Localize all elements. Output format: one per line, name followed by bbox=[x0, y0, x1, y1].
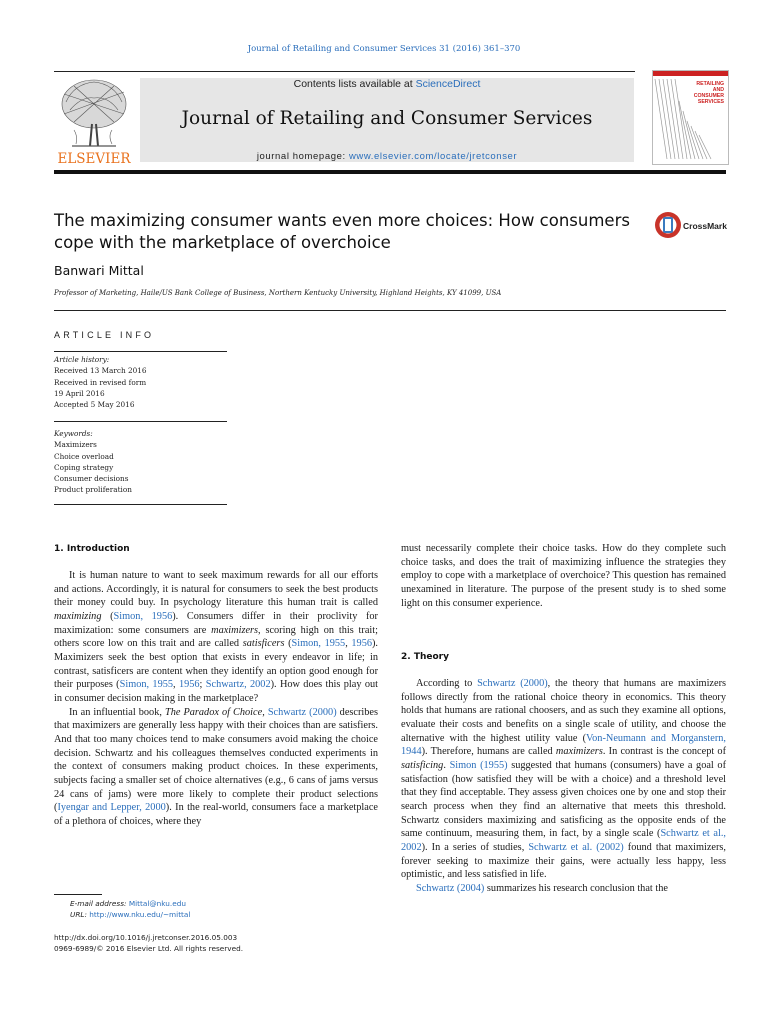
paragraph bbox=[401, 677, 726, 882]
citation-link[interactable]: Von-Neumann and Morganstern, 1944 bbox=[401, 732, 726, 758]
citation-link[interactable]: 1956 bbox=[178, 679, 200, 691]
text: ). In the real-world, consumers face a marketplace of a plethora of choices, where they bbox=[54, 802, 378, 827]
cover-title-line: CONSUMER bbox=[693, 93, 724, 99]
term: satisficers bbox=[242, 638, 285, 650]
homepage-prefix: journal homepage: bbox=[256, 151, 349, 162]
journal-cover-thumbnail[interactable] bbox=[652, 70, 729, 165]
text: It is human nature to want to seek maximum rewards for all our efforts and actions. Accordingly, it is natural for consumers to seek the best products their money could buy. In psychology literature this human trait is called bbox=[54, 570, 378, 609]
header-thick-rule bbox=[54, 170, 726, 174]
article-title-line: cope with the marketplace of overchoice bbox=[54, 232, 391, 252]
cover-title-line: AND bbox=[712, 87, 724, 93]
text: , bbox=[262, 706, 268, 718]
text: ). Consumers differ in their proclivity for maximization: some consumers are bbox=[54, 610, 378, 636]
history-item: Accepted 5 May 2016 bbox=[54, 400, 135, 410]
history-item: Received 13 March 2016 bbox=[54, 366, 147, 376]
crossmark-badge[interactable] bbox=[654, 211, 728, 239]
keywords bbox=[54, 428, 227, 496]
elsevier-tree-icon bbox=[54, 74, 134, 166]
text: According to bbox=[416, 678, 478, 689]
text: suggested that humans (consumers) have a goal of satisfaction (how satisfied they will be with a choice) and a threshold level that they find acceptable. They assess given choices one by one and stop their search process when they find an alternative that meets this threshold. Schwartz considers maximizing and satisficing as the opposite ends of the same continuum, measuring them, in fact, by a single scale ( bbox=[401, 759, 726, 840]
citation-link[interactable]: Simon (1955) bbox=[449, 759, 508, 771]
email-label: E-mail address: bbox=[70, 899, 129, 908]
text: summarizes his research conclusion that the bbox=[484, 882, 668, 894]
keyword-item: Coping strategy bbox=[54, 462, 114, 472]
paragraph: must necessarily complete their choice tasks. How do they complete such choice tasks, and does the trait of maximizing influence the strategies they employ to cope with a marketplace of overchoice? This question has remained unexamined in literature. The purpose of the present study is to shed some light on this consumer experience. bbox=[401, 543, 726, 609]
footnote-rule bbox=[54, 894, 102, 895]
text: ). Therefore, humans are called bbox=[421, 746, 556, 758]
term: maximizers bbox=[555, 746, 603, 758]
article-title bbox=[54, 210, 644, 253]
history-item: 19 April 2016 bbox=[54, 388, 105, 398]
cover-title-line: SERVICES bbox=[697, 99, 724, 105]
history-label: Article history: bbox=[54, 355, 110, 364]
citation-link[interactable]: Simon, 1956 bbox=[113, 610, 173, 622]
text: ( bbox=[101, 610, 114, 622]
crossmark-icon bbox=[654, 211, 682, 239]
citation-link[interactable]: Schwartz, 2002 bbox=[205, 679, 271, 691]
citation-link[interactable]: Simon, 1955 bbox=[291, 638, 346, 650]
section-heading-introduction: 1. Introduction bbox=[54, 544, 130, 554]
citation-link[interactable]: Schwartz et al. (2002) bbox=[528, 841, 624, 853]
title-rule bbox=[54, 310, 726, 311]
journal-title: Journal of Retailing and Consumer Services bbox=[181, 108, 593, 129]
cover-title-line: RETAILING bbox=[696, 81, 724, 87]
homepage-url-link[interactable]: http://www.nku.edu/~mittal bbox=[89, 910, 191, 919]
term: maximizers bbox=[211, 624, 259, 636]
contents-line bbox=[140, 78, 634, 90]
author-name[interactable]: Banwari Mittal bbox=[54, 263, 144, 278]
paragraph bbox=[54, 706, 378, 829]
citation-link[interactable]: Simon, 1955 bbox=[119, 679, 174, 691]
text: ). Maximizers seek the best option that exists in every endeavor in life; in contrast, satisficers are content when they identify an option good enough for their purposes ( bbox=[54, 638, 379, 691]
citation-link[interactable]: Schwartz (2000) bbox=[267, 706, 337, 718]
keyword-item: Product proliferation bbox=[54, 485, 132, 495]
citation-link[interactable]: Schwartz (2000) bbox=[477, 678, 548, 689]
keywords-label: Keywords: bbox=[54, 429, 93, 438]
text: , scoring high on this trait; others score low on this trait and are called bbox=[54, 624, 378, 650]
paragraph bbox=[54, 569, 378, 706]
article-info-rule bbox=[54, 351, 227, 352]
text: In an influential book, bbox=[69, 706, 165, 718]
text: , the theory that humans are maximizers follows directly from the rational choice theory in economics. This theory holds that humans are rational choosers, and as such they examine all options, evaluate their costs and benefits on a single scale of utility, and choose the alternative with the highest utility value ( bbox=[401, 678, 727, 744]
journal-homepage bbox=[140, 151, 634, 162]
text: , bbox=[173, 679, 179, 691]
journal-citation[interactable]: Journal of Retailing and Consumer Services 31 (2016) 361–370 bbox=[247, 44, 521, 54]
text: found that maximizers, forever seeking to maximize their gains, were actually less happy, less optimistic, and less satisfied in life. bbox=[401, 841, 726, 881]
text: , bbox=[345, 638, 352, 650]
elsevier-logo[interactable] bbox=[54, 74, 134, 166]
keyword-item: Choice overload bbox=[54, 451, 114, 461]
book-title: The Paradox of Choice bbox=[164, 706, 263, 718]
doi-link[interactable]: http://dx.doi.org/10.1016/j.jretconser.2016.05.003 bbox=[54, 933, 238, 942]
text: ). In a series of studies, bbox=[421, 841, 529, 853]
homepage-link[interactable]: www.elsevier.com/locate/jretconser bbox=[348, 151, 518, 162]
citation-link[interactable]: 1956 bbox=[351, 638, 372, 650]
paragraph bbox=[401, 882, 726, 896]
keyword-item: Consumer decisions bbox=[54, 474, 129, 484]
theory-body bbox=[401, 677, 726, 896]
contents-prefix: Contents lists available at bbox=[293, 78, 416, 90]
text: ). How does this play out in consumer decision making in the marketplace? bbox=[54, 679, 378, 704]
keyword-item: Maximizers bbox=[54, 440, 97, 450]
copyright-notice: 0969-6989/© 2016 Elsevier Ltd. All rights reserved. bbox=[54, 944, 244, 953]
text: . bbox=[443, 759, 450, 771]
publisher-wordmark: ELSEVIER bbox=[57, 151, 131, 166]
text: . In contrast is the concept of bbox=[602, 746, 727, 758]
citation-link[interactable]: Schwartz et al., 2002 bbox=[401, 828, 726, 853]
article-info-end-rule bbox=[54, 504, 227, 505]
sciencedirect-link[interactable]: ScienceDirect bbox=[415, 78, 481, 90]
url-label: URL: bbox=[70, 910, 90, 919]
text: ( bbox=[284, 638, 292, 650]
crossmark-label: CrossMark bbox=[683, 221, 727, 231]
text: ; bbox=[199, 679, 206, 691]
email-link[interactable]: Mittal@nku.edu bbox=[128, 899, 186, 908]
article-history bbox=[54, 354, 227, 410]
article-title-line: The maximizing consumer wants even more choices: How consumers bbox=[54, 211, 630, 230]
url-footnote bbox=[70, 909, 190, 920]
keywords-rule bbox=[54, 421, 227, 422]
citation-link[interactable]: Schwartz (2004) bbox=[416, 882, 485, 894]
term: maximizing bbox=[54, 610, 102, 622]
introduction-continued bbox=[401, 542, 726, 610]
email-footnote bbox=[70, 898, 186, 909]
term: satisficing bbox=[401, 759, 444, 771]
text: describes that maximizers are generally less happy with their choices than are satisfiers. And that too many choices tend to make consumers avoid making the choice decision. Schwartz and his colleagues themselves conducted experiments in the context of consumers making product choices. In these experiments, subjects facing a smaller set of choice alternatives (e.g., 6 cans of jams versus 24 cans of jams) were more likely to complete their product selections ( bbox=[54, 706, 378, 814]
header-rule bbox=[54, 71, 635, 72]
citation-link[interactable]: Iyengar and Lepper, 2000 bbox=[57, 802, 166, 814]
author-affiliation: Professor of Marketing, Haile/US Bank College of Business, Northern Kentucky University, Highland Heights, KY 41099, USA bbox=[54, 289, 502, 297]
section-heading-theory: 2. Theory bbox=[401, 652, 449, 662]
cover-title bbox=[684, 81, 724, 105]
history-item: Received in revised form bbox=[54, 377, 147, 387]
introduction-body bbox=[54, 569, 378, 828]
article-info-heading: ARTICLE INFO bbox=[54, 330, 155, 340]
